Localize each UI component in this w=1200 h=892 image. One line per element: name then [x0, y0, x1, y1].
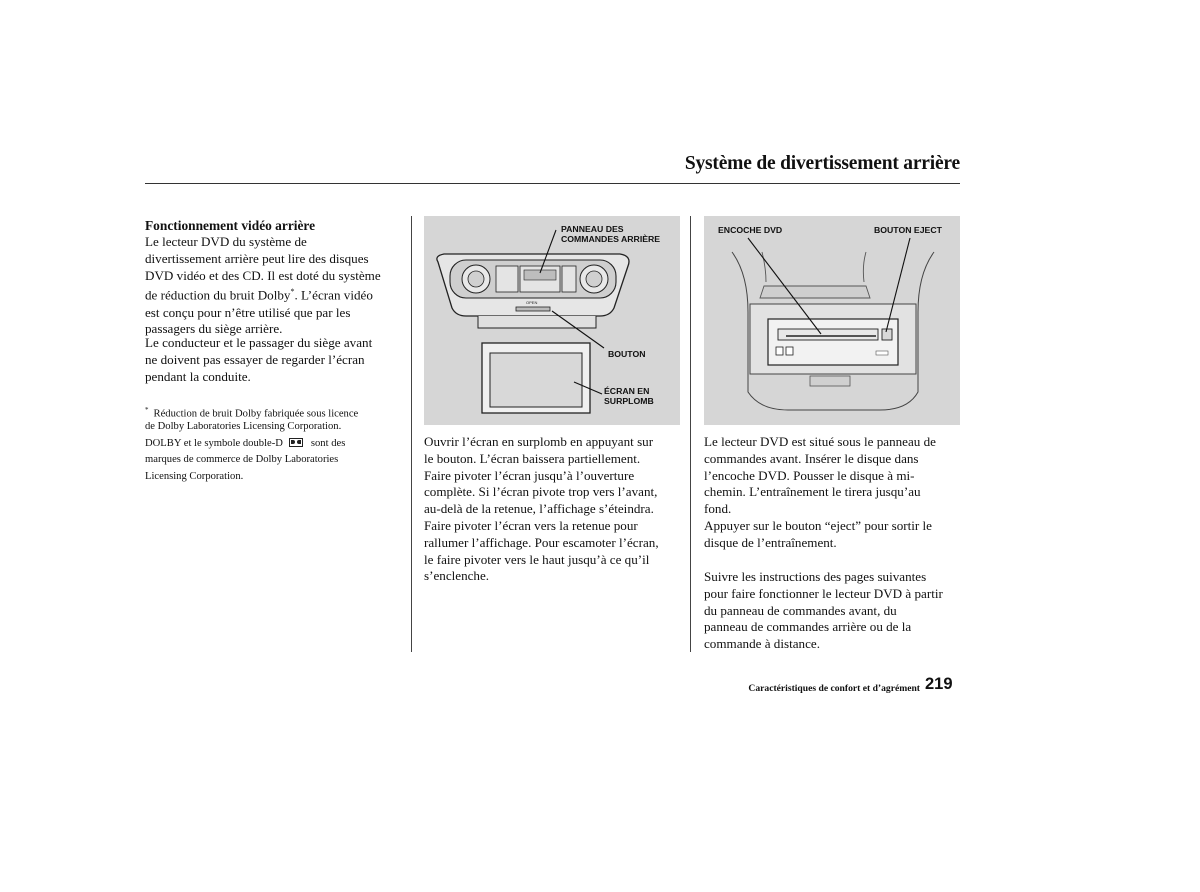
callout-line: SURPLOMB [604, 396, 654, 406]
text-fragment: sont des [310, 438, 346, 449]
text-fragment: Réduction de bruit Dolby fabriquée sous licence [153, 408, 359, 420]
header-rule [145, 183, 960, 184]
screen-display-shape [490, 353, 582, 407]
section-heading: Fonctionnement vidéo arrière [145, 218, 316, 233]
text-line: complète. Si l’écran pivote trop vers l’avant, [424, 484, 658, 500]
footnote-line: Licensing Corporation. [145, 471, 244, 482]
callout-line: ÉCRAN EN [604, 386, 650, 396]
text-line: Appuyer sur le bouton “eject” pour sortir le [704, 517, 932, 533]
open-button-shape [516, 307, 550, 311]
text-line: l’encoche DVD. Pousser le disque à mi- [704, 467, 915, 483]
text-line: Le conducteur et le passager du siège avant [145, 335, 373, 350]
page-title: Système de divertissement arrière [684, 153, 960, 174]
footnote-line [145, 436, 345, 453]
overhead-screen-illustration [424, 216, 680, 425]
text-line: disque de l’entraînement. [704, 534, 837, 550]
text-line: le bouton. L’écran baissera partiellement. [424, 450, 641, 466]
dvd-dash-drawing [704, 216, 960, 425]
text-line: divertissement arrière peut lire des disques [145, 250, 369, 266]
text-line: Faire pivoter l’écran vers la retenue pour [424, 517, 638, 533]
text-line: du panneau de commandes avant, du [704, 602, 897, 618]
eject-button-shape [882, 329, 892, 340]
text-line: Ouvrir l’écran en surplomb en appuyant sur [424, 434, 654, 449]
column-divider [690, 216, 691, 652]
footnote-marker: * [145, 406, 149, 414]
intro-paragraph [145, 234, 405, 338]
text-line: Le lecteur DVD du système de [145, 234, 307, 249]
text-line: Le lecteur DVD est situé sous le panneau de [704, 434, 936, 449]
text-line: le faire pivoter vers le haut jusqu’à ce qu’il [424, 551, 650, 567]
text-line: Faire pivoter l’écran jusqu’à l’ouverture [424, 467, 635, 483]
text-line: panneau de commandes arrière ou de la [704, 619, 912, 635]
footnote-line: marques de commerce de Dolby Laboratories [145, 454, 339, 465]
dvd-location-paragraph [704, 434, 964, 552]
text-line: Suivre les instructions des pages suivantes [704, 569, 927, 584]
dvd-unit-shape [768, 319, 898, 365]
text-line [145, 284, 405, 304]
text-fragment: DOLBY et le symbole double-D [145, 438, 283, 449]
text-fragment: . L’écran vidéo [294, 287, 373, 303]
text-line: chemin. L’entraînement le tirera jusqu’au [704, 484, 921, 500]
next-pages-paragraph [704, 569, 964, 653]
text-line: fond. [704, 501, 732, 517]
text-line: DVD vidéo et des CD. Il est doté du système [145, 267, 381, 283]
text-line: est conçu pour n’être utilisé que par les [145, 304, 351, 320]
open-screen-instructions [424, 434, 679, 585]
text-line: s’enclenche. [424, 568, 490, 584]
text-line: passagers du siège arrière. [145, 321, 283, 337]
footnote-marker: * [290, 287, 295, 297]
warning-paragraph [145, 335, 405, 385]
text-line: rallumer l’affichage. Pour escamoter l’écran, [424, 534, 659, 550]
open-label: OPEN [526, 300, 538, 305]
footer-section-label: Caractéristiques de confort et d’agrément [748, 683, 920, 694]
text-fragment: de réduction du bruit Dolby [145, 287, 291, 303]
dvd-player-illustration [704, 216, 960, 425]
text-line: pendant la conduite. [145, 368, 251, 384]
callout-rear-control-panel [561, 224, 660, 244]
callout-button: BOUTON [608, 349, 646, 359]
footnote-line: de Dolby Laboratories Licensing Corporation. [145, 421, 342, 432]
column-divider [411, 216, 412, 652]
text-line: commandes avant. Insérer le disque dans [704, 450, 919, 466]
text-line: pour faire fonctionner le lecteur DVD à partir [704, 585, 943, 601]
callout-line: PANNEAU DES [561, 224, 624, 234]
text-line: au-delà de la retenue, l’affichage s’éteindra. [424, 501, 654, 517]
dolby-double-d-icon [289, 438, 303, 447]
page-number: 219 [925, 675, 953, 693]
text-line: ne doivent pas essayer de regarder l’écran [145, 351, 365, 367]
callout-overhead-screen [604, 386, 654, 406]
callout-eject-button: BOUTON EJECT [874, 225, 942, 235]
text-line: commande à distance. [704, 636, 820, 652]
callout-dvd-slot: ENCOCHE DVD [718, 225, 783, 235]
callout-line: COMMANDES ARRIÈRE [561, 234, 661, 244]
